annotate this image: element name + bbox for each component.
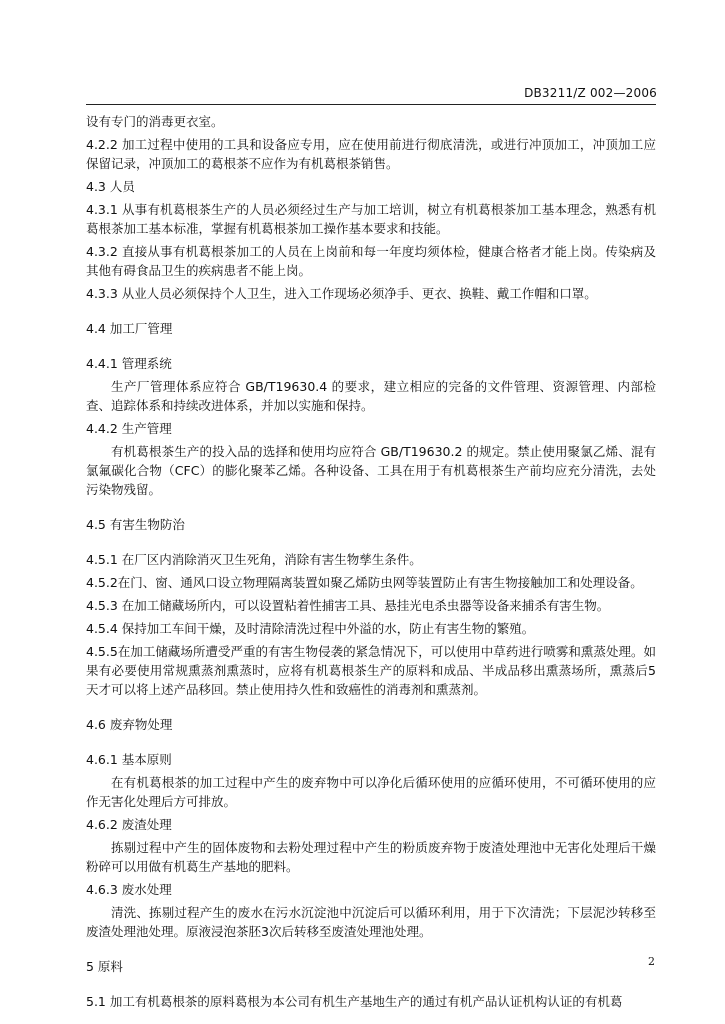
subheading-4-6-1: 4.6.1 基本原则 xyxy=(86,752,172,767)
section-heading-4-3: 4.3 人员 xyxy=(86,179,135,194)
section-heading-5: 5 原料 xyxy=(86,959,123,974)
clause-4-5-4: 4.5.4 保持加工车间干燥，及时清除清洗过程中外溢的水，防止有害生物的繁殖。 xyxy=(86,621,535,636)
section-heading-4-5: 4.5 有害生物防治 xyxy=(86,517,185,532)
header-rule xyxy=(86,104,656,105)
subheading-4-6-3: 4.6.3 废水处理 xyxy=(86,882,172,897)
section-heading-4-6: 4.6 废弃物处理 xyxy=(86,717,173,732)
clause-4-5-1: 4.5.1 在厂区内消除消灭卫生死角，消除有害生物孳生条件。 xyxy=(86,552,422,567)
clause-5-1: 5.1 加工有机葛根茶的原料葛根为本公司有机生产基地生产的通过有机产品认证机构认证的有机葛 xyxy=(86,994,623,1009)
paragraph: 清洗、拣剔过程产生的废水在污水沉淀池中沉淀后可以循环利用，用于下次清洗；下层泥沙转移至废渣处理池处理。原液浸泡茶胚3次后转移至废渣处理池处理。 xyxy=(86,905,656,939)
document-code: DB3211/Z 002—2006 xyxy=(524,86,657,100)
document-body xyxy=(86,112,656,1011)
clause-4-3-2: 4.3.2 直接从事有机葛根茶加工的人员在上岗前和每一年度均须体检，健康合格者才能上岗。传染病及其他有碍食品卫生的疾病患者不能上岗。 xyxy=(86,244,656,278)
clause-4-3-3: 4.3.3 从业人员必须保持个人卫生，进入工作现场必须净手、更衣、换鞋、戴工作帽和口罩。 xyxy=(86,286,597,301)
clause-4-3-1: 4.3.1 从事有机葛根茶生产的人员必须经过生产与加工培训，树立有机葛根茶加工基本理念，熟悉有机葛根茶加工基本标准，掌握有机葛根茶加工操作基本要求和技能。 xyxy=(86,202,656,236)
subheading-4-6-2: 4.6.2 废渣处理 xyxy=(86,817,172,832)
paragraph: 生产厂管理体系应符合 GB/T19630.4 的要求，建立相应的完备的文件管理、资源管理、内部检查、追踪体系和持续改进体系，并加以实施和保持。 xyxy=(86,379,656,413)
page-number: 2 xyxy=(648,955,655,968)
clause-4-5-5: 4.5.5在加工储藏场所遭受严重的有害生物侵袭的紧急情况下，可以使用中草药进行喷雾和熏蒸处理。如果有必要使用常规熏蒸剂熏蒸时，应将有机葛根茶生产的原料和成品、半成品移出熏蒸场所，熏蒸后5天才可以将上述产品移回。禁止使用持久性和致癌性的消毒剂和熏蒸剂。 xyxy=(86,644,656,697)
subheading-4-4-2: 4.4.2 生产管理 xyxy=(86,421,172,436)
section-heading-4-4: 4.4 加工厂管理 xyxy=(86,321,173,336)
paragraph: 有机葛根茶生产的投入品的选择和使用均应符合 GB/T19630.2 的规定。禁止使用聚氯乙烯、混有氯氟碳化合物（CFC）的膨化聚苯乙烯。各种设备、工具在用于有机葛根茶生产前均应充分清洗，去处污染物残留。 xyxy=(86,444,656,497)
paragraph: 拣剔过程中产生的固体废物和去粉处理过程中产生的粉质废弃物于废渣处理池中无害化处理后干燥粉碎可以用做有机葛生产基地的肥料。 xyxy=(86,840,656,874)
clause-4-5-3: 4.5.3 在加工储藏场所内，可以设置粘着性捕害工具、悬挂光电杀虫器等设备来捕杀有害生物。 xyxy=(86,598,610,613)
clause-4-2-2: 4.2.2 加工过程中使用的工具和设备应专用，应在使用前进行彻底清洗，或进行冲顶加工，冲顶加工应保留记录，冲顶加工的葛根茶不应作为有机葛根茶销售。 xyxy=(86,137,656,171)
paragraph: 在有机葛根茶的加工过程中产生的废弃物中可以净化后循环使用的应循环使用，不可循环使用的应作无害化处理后方可排放。 xyxy=(86,775,656,809)
clause-4-5-2: 4.5.2在门、窗、通风口设立物理隔离装置如聚乙烯防虫网等装置防止有害生物接触加工和处理设备。 xyxy=(86,575,643,590)
paragraph: 设有专门的消毒更衣室。 xyxy=(86,114,224,129)
subheading-4-4-1: 4.4.1 管理系统 xyxy=(86,356,172,371)
